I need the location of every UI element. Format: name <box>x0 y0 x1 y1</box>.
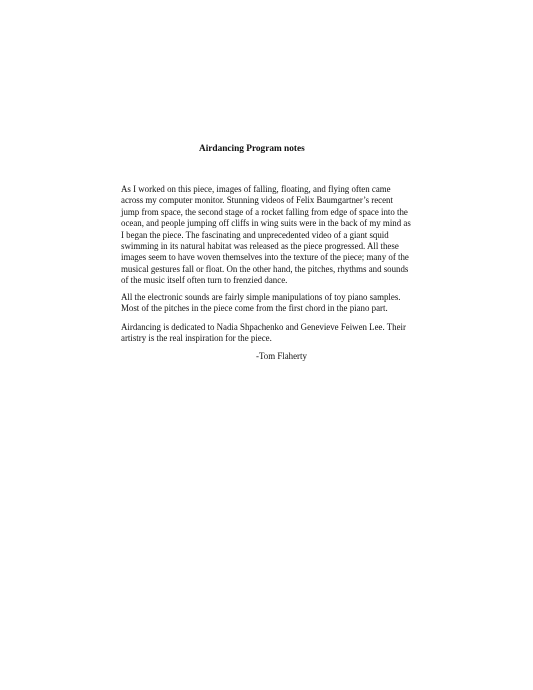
paragraph-line: musical gestures fall or float. On the other hand, the pitches, rhythms and sounds <box>121 263 409 274</box>
paragraph-line: I began the piece. The fascinating and unprecedented video of a giant squid <box>121 229 389 240</box>
paragraph-dedication <box>121 322 421 345</box>
paragraph-line: ocean, and people jumping off cliffs in wing suits were in the back of my mind as <box>121 218 411 229</box>
paragraph-line: All the electronic sounds are fairly simple manipulations of toy piano samples. <box>121 292 401 302</box>
author-signature: -Tom Flaherty <box>256 351 307 361</box>
paragraph-line: across my computer monitor. Stunning videos of Felix Baumgartner’s recent <box>121 195 393 206</box>
paragraph-line: artistry is the real inspiration for the piece. <box>121 333 272 344</box>
paragraph-line: Airdancing is dedicated to Nadia Shpachenko and Genevieve Feiwen Lee. Their <box>121 322 406 332</box>
paragraph-line: of the music itself often turn to frenzied dance. <box>121 275 288 286</box>
paragraph-line: As I worked on this piece, images of falling, floating, and flying often came <box>121 184 391 194</box>
paragraph-line: swimming in its natural habitat was released as the piece progressed. All these <box>121 241 399 252</box>
document-title: Airdancing Program notes <box>199 144 305 154</box>
paragraph-line: jump from space, the second stage of a rocket falling from edge of space into the <box>121 206 408 217</box>
paragraph-inspiration <box>121 184 421 287</box>
paragraph-line: images seem to have woven themselves into the texture of the piece; many of the <box>121 252 409 263</box>
paragraph-line: Most of the pitches in the piece come from the first chord in the piano part. <box>121 303 388 314</box>
paragraph-electronics <box>121 292 421 315</box>
